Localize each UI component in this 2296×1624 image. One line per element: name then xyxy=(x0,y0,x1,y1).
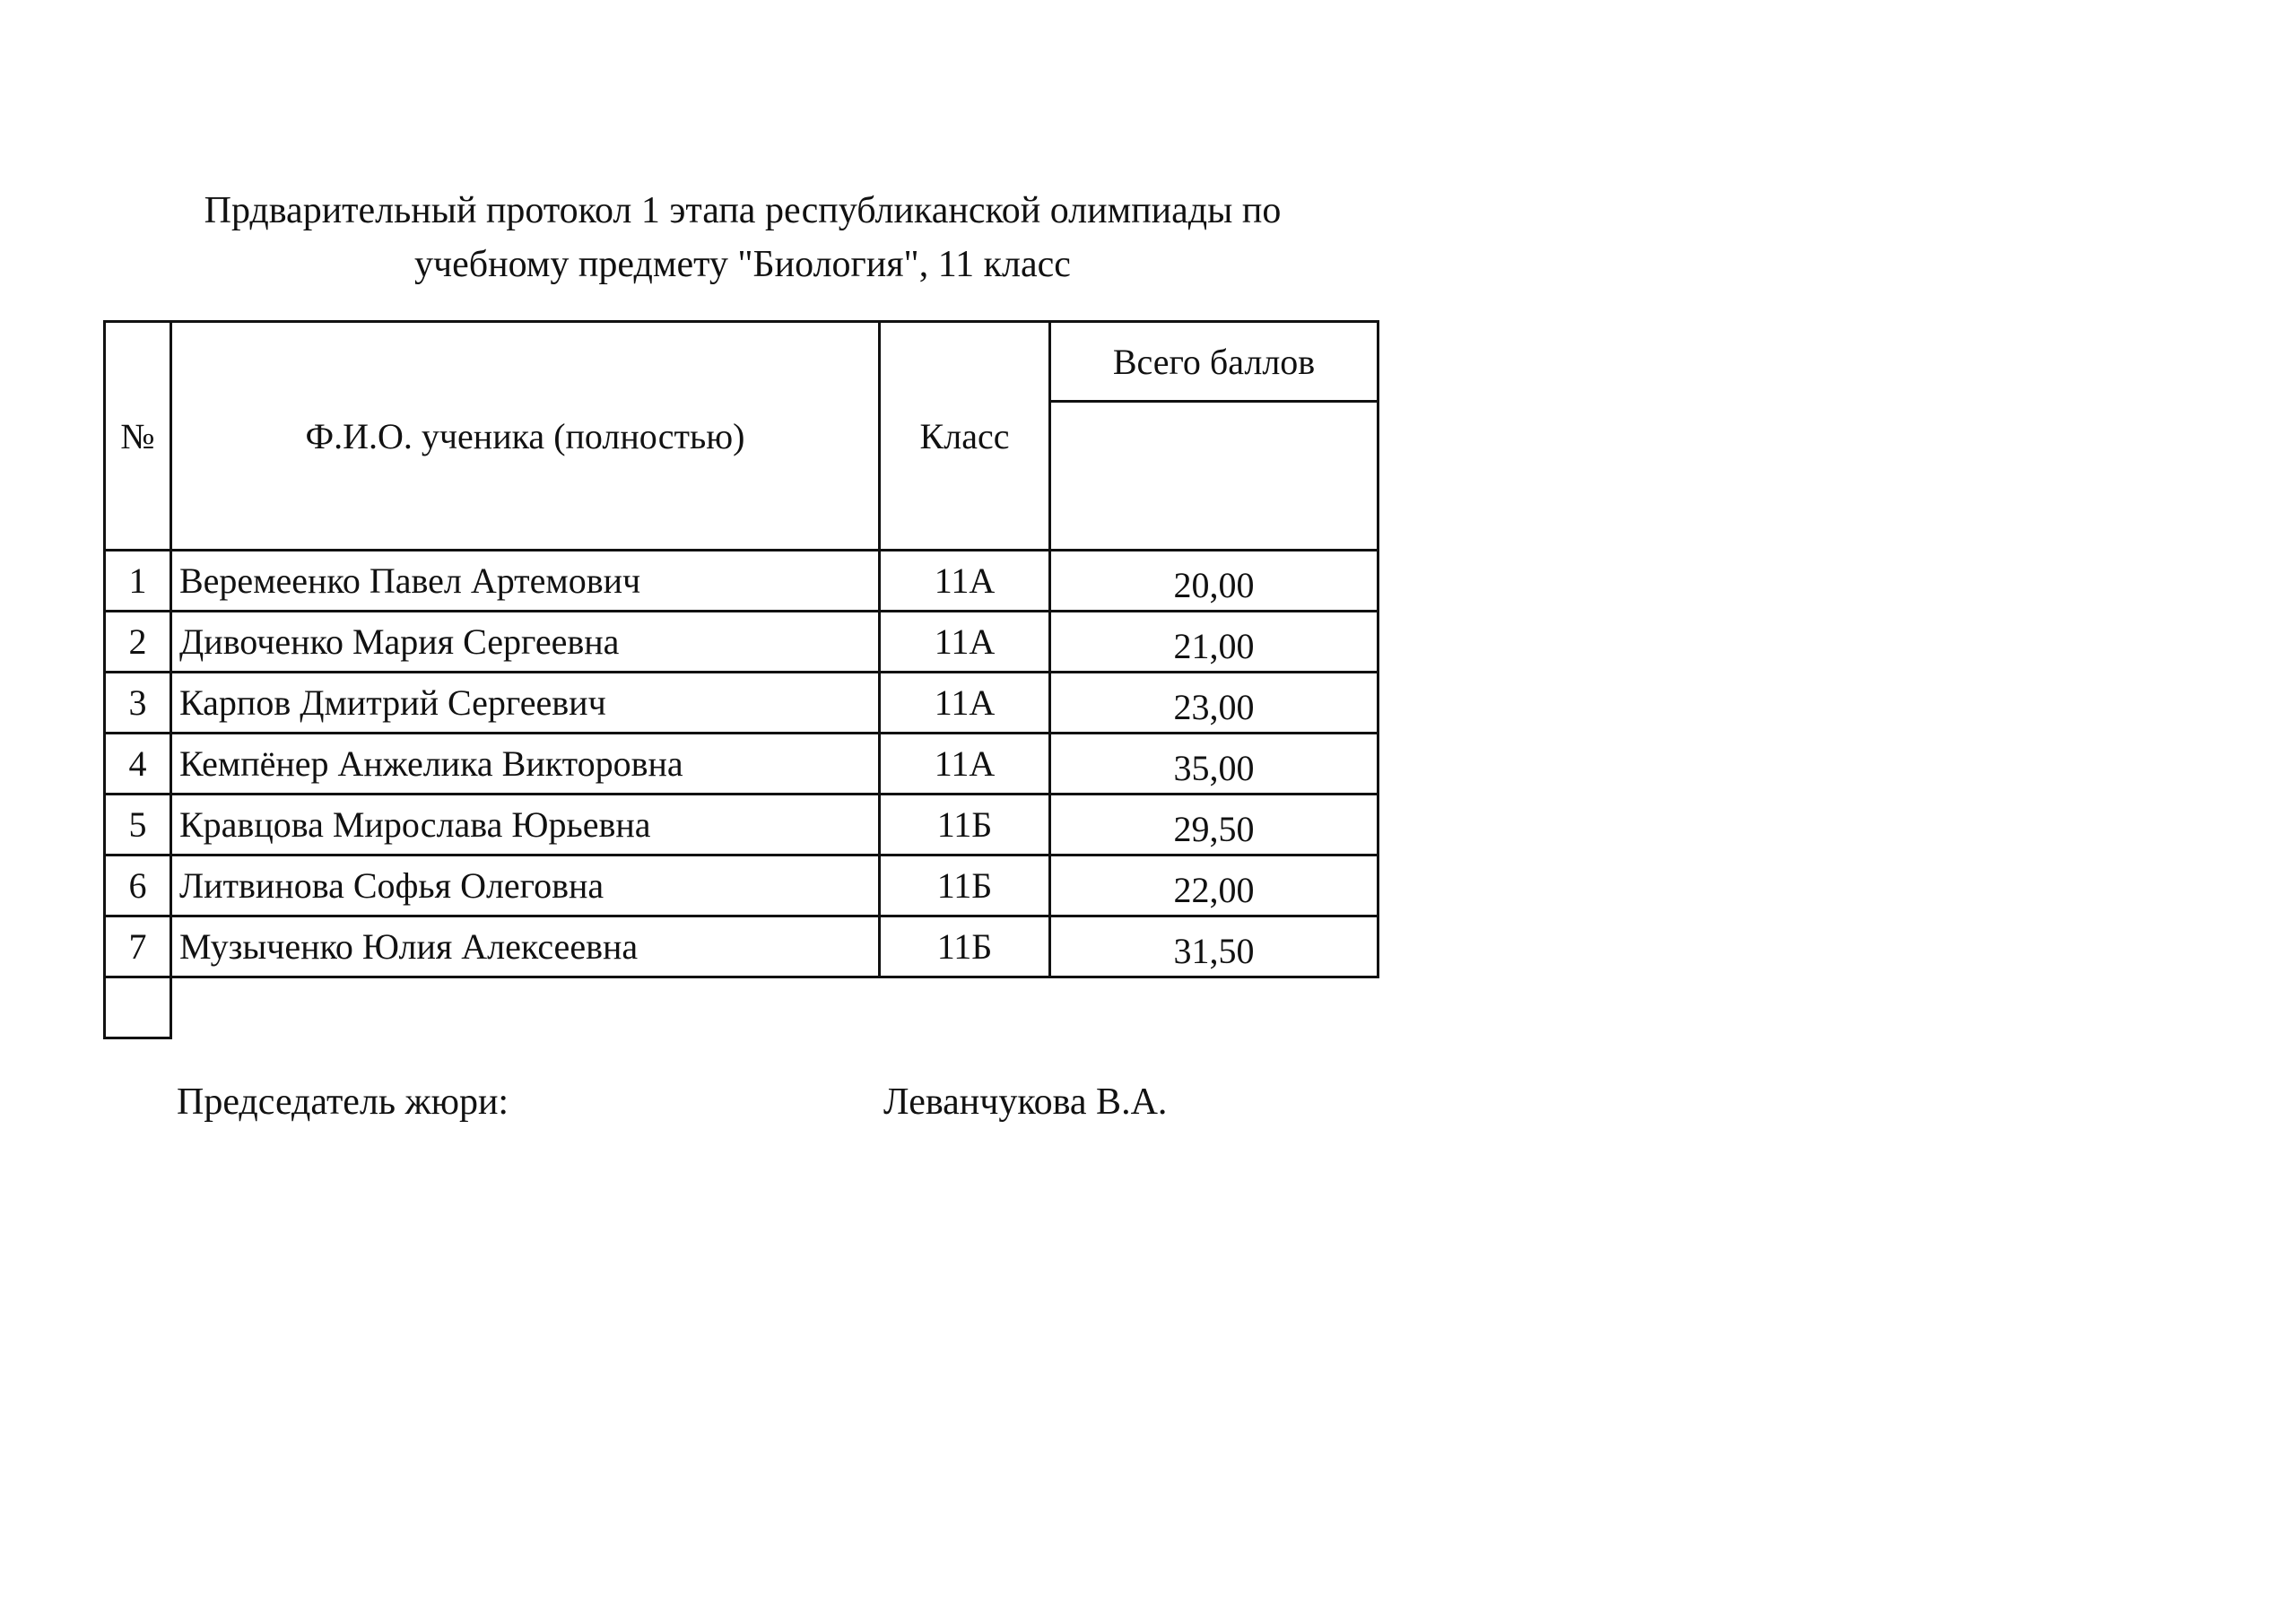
row-class: 11А xyxy=(880,673,1050,734)
row-name: Музыченко Юлия Алексеевна xyxy=(171,916,880,977)
jury-chair-label: Председатель жюри: xyxy=(177,1081,509,1123)
row-score-cell xyxy=(1050,551,1378,612)
header-name: Ф.И.О. ученика (полностью) xyxy=(171,322,880,551)
title-line-2: учебному предмету "Биология", 11 класс xyxy=(414,244,1071,285)
row-score: 29,50 xyxy=(1173,809,1255,849)
table-row xyxy=(105,855,1378,916)
empty-table-row xyxy=(105,977,1378,1038)
table-row xyxy=(105,734,1378,795)
header-class: Класс xyxy=(880,322,1050,551)
table-row xyxy=(105,551,1378,612)
jury-chair-name: Леванчукова В.А. xyxy=(883,1081,1168,1123)
table-row xyxy=(105,795,1378,855)
header-num: № xyxy=(105,322,171,551)
row-num: 1 xyxy=(105,551,171,612)
row-score: 22,00 xyxy=(1173,870,1255,910)
row-class: 11Б xyxy=(880,795,1050,855)
row-score-cell xyxy=(1050,673,1378,734)
row-score-cell xyxy=(1050,916,1378,977)
row-num: 5 xyxy=(105,795,171,855)
row-score: 23,00 xyxy=(1173,687,1255,727)
row-class: 11Б xyxy=(880,855,1050,916)
row-score: 20,00 xyxy=(1173,565,1255,605)
title-line-1: Прдварительный протокол 1 этапа республиканской олимпиады по xyxy=(204,190,1282,231)
row-score-cell xyxy=(1050,855,1378,916)
row-num: 2 xyxy=(105,612,171,673)
header-score: Всего баллов xyxy=(1050,322,1378,402)
table-header-row xyxy=(105,322,1378,402)
table-row xyxy=(105,612,1378,673)
row-class: 11А xyxy=(880,612,1050,673)
row-name: Кемпёнер Анжелика Викторовна xyxy=(171,734,880,795)
row-class: 11А xyxy=(880,734,1050,795)
row-name: Веремеенко Павел Артемович xyxy=(171,551,880,612)
results-table xyxy=(103,320,1379,1039)
row-score: 21,00 xyxy=(1173,626,1255,666)
row-score: 35,00 xyxy=(1173,748,1255,788)
row-num: 3 xyxy=(105,673,171,734)
row-score-cell xyxy=(1050,612,1378,673)
row-class: 11Б xyxy=(880,916,1050,977)
row-class: 11А xyxy=(880,551,1050,612)
row-num: 4 xyxy=(105,734,171,795)
row-name: Литвинова Софья Олеговна xyxy=(171,855,880,916)
row-score-cell xyxy=(1050,734,1378,795)
empty-num-cell xyxy=(105,977,171,1038)
row-name: Карпов Дмитрий Сергеевич xyxy=(171,673,880,734)
row-score-cell xyxy=(1050,795,1378,855)
row-name: Дивоченко Мария Сергеевна xyxy=(171,612,880,673)
table-row xyxy=(105,916,1378,977)
table-row xyxy=(105,673,1378,734)
row-num: 7 xyxy=(105,916,171,977)
row-name: Кравцова Мирослава Юрьевна xyxy=(171,795,880,855)
document-title xyxy=(106,184,1379,291)
row-score: 31,50 xyxy=(1173,931,1255,971)
header-score-sub xyxy=(1050,402,1378,551)
row-num: 6 xyxy=(105,855,171,916)
